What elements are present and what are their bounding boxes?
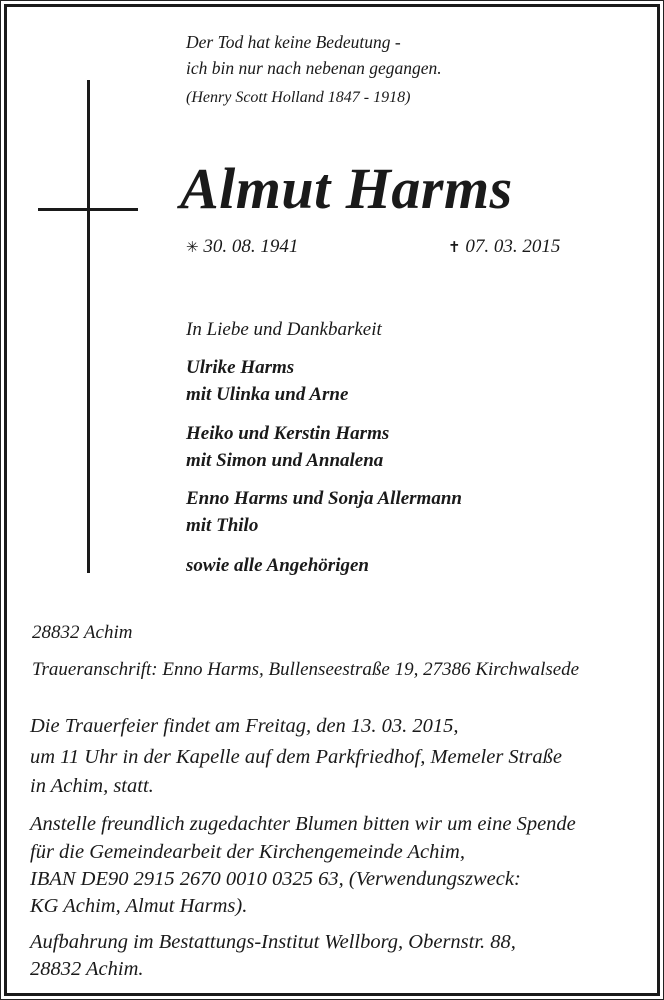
mourner-line: Enno Harms und Sonja Allermann [186,488,462,509]
death-cross-icon: ✝ [448,240,461,256]
mourner-line: Heiko und Kerstin Harms [186,423,390,444]
viewing-line: Aufbahrung im Bestattungs-Institut Wellborg, Obernstr. 88, [30,931,516,953]
mourning-address: Traueranschrift: Enno Harms, Bullenseestraße 19, 27386 Kirchwalsede [32,659,580,680]
birth-date [186,237,298,256]
mourner-line: mit Thilo [186,515,259,536]
mourner-line: mit Simon und Annalena [186,450,384,471]
mourner-line: mit Ulinka und Arne [186,384,349,405]
mourners-intro: In Liebe und Dankbarkeit [186,319,382,340]
donation-line: Anstelle freundlich zugedachter Blumen bitten wir um eine Spende [30,813,576,835]
donation-line: für die Gemeindearbeit der Kirchengemeinde Achim, [30,841,465,863]
donation-line: KG Achim, Almut Harms). [30,895,248,917]
cross-vertical-bar [87,80,90,573]
birth-star-icon: ✳ [186,240,199,256]
quote-line: ich bin nur nach nebenan gegangen. [186,58,442,78]
mourner-line: sowie alle Angehörigen [186,555,369,576]
quote-line: Der Tod hat keine Bedeutung - [186,32,401,52]
death-date-value: 07. 03. 2015 [465,236,561,257]
location: 28832 Achim [32,622,133,643]
ceremony-line: in Achim, statt. [30,775,154,797]
mourner-line: Ulrike Harms [186,357,295,378]
deceased-name: Almut Harms [180,156,513,221]
cross-horizontal-bar [38,208,138,211]
donation-line: IBAN DE90 2915 2670 0010 0325 63, (Verwendungszweck: [30,868,521,890]
quote-source: (Henry Scott Holland 1847 - 1918) [186,89,411,106]
ceremony-line: um 11 Uhr in der Kapelle auf dem Parkfriedhof, Memeler Straße [30,746,562,768]
birth-date-value: 30. 08. 1941 [203,236,299,257]
ceremony-line: Die Trauerfeier findet am Freitag, den 13. 03. 2015, [30,715,459,737]
viewing-line: 28832 Achim. [30,958,144,980]
death-date [448,237,560,256]
